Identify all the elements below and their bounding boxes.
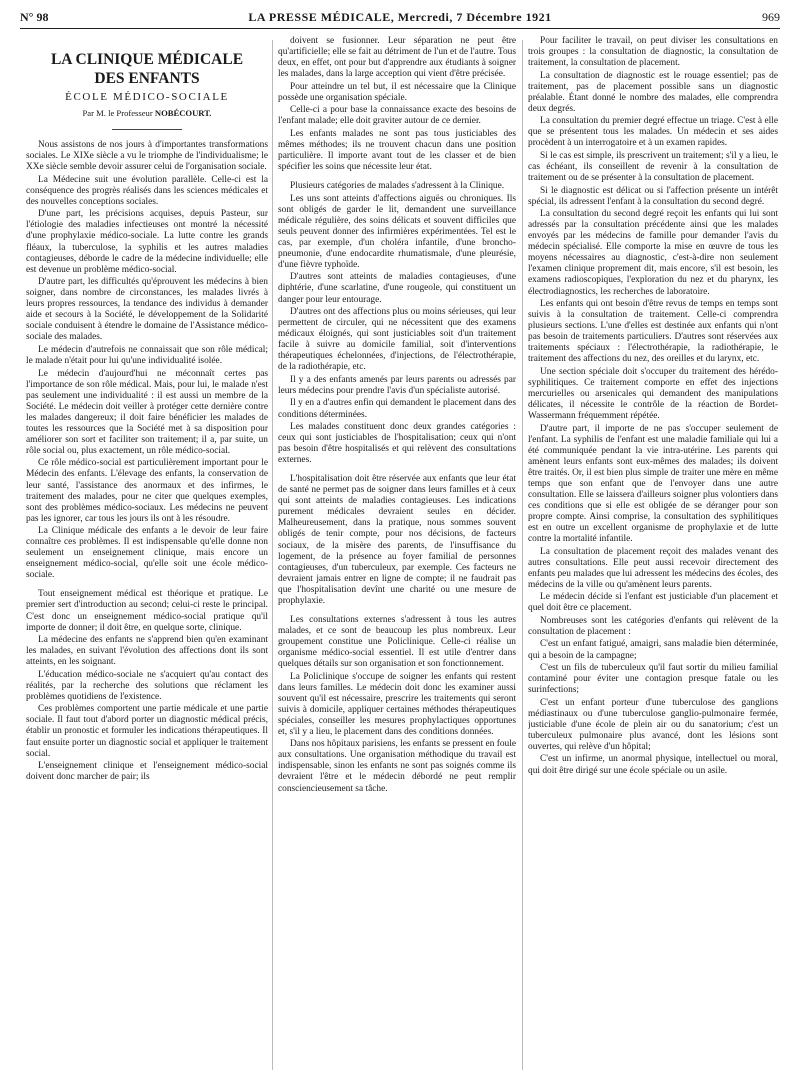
paragraph: La consultation de placement reçoit des malades venant des autres consultations. Elle peut aussi recevoir directement des enfants peu malades que lui adressent les médecins des écoles, des médecins de la ville ou qu'amènent leurs parents. — [528, 546, 778, 590]
article-title — [26, 50, 268, 88]
paragraph: D'autre part, les difficultés qu'éprouvent les médecins à bien soigner, dans nombre de circonstances, les malades livrés à leurs propres ressources, la tendance des individus à demander aide et secours à la Société, le développement de la Solidarité sociale conduisent à étendre le domaine de l'Assistance médico-sociale des malades. — [26, 277, 268, 343]
column-3-body — [528, 36, 778, 777]
issue-number: N° 98 — [20, 10, 49, 24]
byline-author: NOBÉCOURT. — [154, 108, 212, 119]
paragraph: Pour faciliter le travail, on peut diviser les consultations en trois groupes : la consultation de diagnostic, la consultation de traitement, la consultation de placement. — [528, 36, 778, 69]
paragraph: Plusieurs catégories de malades s'adressent à la Clinique. — [290, 181, 505, 192]
paragraph: D'une part, les précisions acquises, depuis Pasteur, sur l'étiologie des maladies infectieuses ont montré la nécessité d'une prophylaxie médico-sociale. La lutte contre les grands fléaux, la tuberculose, la syphilis et les autres maladies contagieuses, déborde le cadre de la médecine individuelle; elle est devenue un problème médico-social. — [26, 209, 268, 275]
header-rule — [20, 28, 780, 29]
paragraph: Si le diagnostic est délicat ou si l'affection présente un intérêt spécial, ils adressent l'enfant à la consultation du second degré. — [528, 185, 778, 207]
paragraph: D'autre part, il importe de ne pas s'occuper seulement de l'enfant. La syphilis de l'enfant est une maladie familiale qui lui a été communiquée pendant la vie intra-utérine. Les parents qui amènent leurs enfants sont eux-mêmes des malades; ils doivent être traités. Or, il est bien plus simple de traiter une mère en même temps que son enfant que de l'envoyer dans une autre consultation. Elle se laissera d'ailleurs soigner plus volontiers dans ces conditions que si elle est obligée de se déranger pour son propre compte. Ainsi comprise, la consultation des syphilitiques est en outre un excellent organisme de prophylaxie et de lutte contre la mortalité infantile. — [528, 423, 778, 545]
page-header — [20, 8, 780, 26]
title-rule — [112, 129, 182, 130]
column-1-body — [26, 140, 268, 783]
paragraph: Le médecin d'aujourd'hui ne méconnaît certes pas l'importance de son rôle médical. Mais, pour lui, le malade n'est pas seulement une individualité : il est aussi un membre de la Société. Le médecin doit veiller à protéger cette dernière contre les malades dangereux; il doit faire bénéficier les malades de toutes les ressources que la Société met à sa disposition pour améliorer son sort et faciliter son traitement; il a, par suite, un rôle social ou, plus exactement, un rôle médico-social. — [26, 368, 268, 456]
paragraph: La consultation du premier degré effectue un triage. C'est à elle que se présentent tous les malades. Un médecin et ses aides procèdent à un interrogatoire et à un examen rapides. — [528, 116, 778, 149]
column-2-body — [278, 36, 516, 795]
paragraph: L'hospitalisation doit être réservée aux enfants que leur état de santé ne permet pas de soigner dans leurs familles et à ceux qui sont atteints de maladies contagieuses. Les indications purement médicales devraient seules en décider. Malheureusement, dans la pratique, nous sommes souvent obligés de tenir compte, pour nos décisions, de facteurs sociaux, de la misère des parents, de l'insuffisance du logement, de la présence au foyer familial de personnes contagieuses, d'un tuberculeux, par exemple. Ces facteurs ne devraient jamais entrer en ligne de compte; il ne faudrait pas que l'hospitalisation devînt une charité ou une mesure de prophylaxie. — [278, 474, 516, 606]
paragraph: La Médecine suit une évolution parallèle. Celle-ci est la conséquence des progrès réalisés dans les sciences médicales et des nouvelles conceptions sociales. — [26, 174, 268, 207]
paragraph: Le médecin décide si l'enfant est justiciable d'un placement et quel doit être ce placement. — [528, 592, 778, 614]
journal-title: LA PRESSE MÉDICALE, Mercredi, 7 Décembre 1921 — [248, 10, 552, 24]
paragraph: La Clinique médicale des enfants a le devoir de leur faire connaître ces problèmes. Il est indispensable qu'elle donne non seulement un enseignement clinique, mais encore un enseignement médico-social, qu'elle soit une école médico-sociale. — [26, 526, 268, 581]
paragraph: Tout enseignement médical est théorique et pratique. Le premier sert d'introduction au second; celui-ci reste le principal. C'est donc un enseignement médico-social pratique qu'il importe de donner; il doit être, en quelque sorte, clinique. — [26, 589, 268, 633]
column-divider — [272, 40, 273, 1070]
paragraph: C'est un enfant porteur d'une tuberculose des ganglions médiastinaux ou d'une tuberculose ganglio-pulmonaire fermée, justiciable d'une école de plein air ou du sanatorium; c'est un tuberculeux pulmonaire plus avancé, dont les lésions sont ouvertes, qui relève d'un hôpital; — [528, 697, 778, 752]
column-1 — [26, 36, 268, 1076]
byline — [26, 108, 268, 119]
paragraph: L'éducation médico-sociale ne s'acquiert qu'au contact des réalités, par la recherche des solutions que réclament les problèmes quotidiens de l'existence. — [26, 669, 268, 702]
paragraph: La consultation de diagnostic est le rouage essentiel; pas de traitement, pas de placement possible sans un diagnostic préalable. Étant donné le nombre des malades, elle comprendra deux degrés. — [528, 70, 778, 114]
paragraph: doivent se fusionner. Leur séparation ne peut être qu'artificielle; elle se fait au détriment de l'un et de l'autre. Tous deux, en effet, ont pour but d'apprendre aux étudiants à soigner les malades, dans la large acception qui vient d'être précisée. — [278, 36, 516, 80]
paragraph: Les enfants qui ont besoin d'être revus de temps en temps sont suivis à la consultation de traitement. Celle-ci comprendra plusieurs sections. L'une d'elles est destinée aux enfants qui n'ont pas besoin de traitements particuliers. D'autres sont réservées aux traitements spéciaux : l'électrothérapie, la radiothérapie, le traitement des affections du nez, des oreilles et du larynx, etc. — [528, 299, 778, 365]
article-subtitle: ÉCOLE MÉDICO-SOCIALE — [65, 91, 229, 103]
paragraph: Les uns sont atteints d'affections aiguës ou chroniques. Ils sont obligés de garder le lit, demandent une surveillance médicale régulière, des soins délicats et souvent difficiles que seuls peuvent donner des infirmières expérimentées. Tel est le cas, par exemple, d'un choléra infantile, d'une broncho-pneumonie, d'une endocardite rhumatismale, d'une pleurésie, d'une fièvre typhoïde. — [278, 193, 516, 270]
paragraph: C'est un fils de tuberculeux qu'il faut sortir du milieu familial contaminé pour éviter une contagion presque fatale ou les surinfections; — [528, 663, 778, 696]
paragraph: Dans nos hôpitaux parisiens, les enfants se pressent en foule aux consultations. Une organisation méthodique du travail est indispensable, sinon les enfants ne sont pas soignés comme ils devraient l'être et le médecin débordé ne peut remplir consciencieusement sa tâche. — [278, 739, 516, 794]
paragraph: L'enseignement clinique et l'enseignement médico-social doivent donc marcher de pair; ils — [26, 761, 268, 783]
paragraph: Nombreuses sont les catégories d'enfants qui relèvent de la consultation de placement : — [528, 615, 778, 637]
paragraph: C'est un enfant fatigué, amaigri, sans maladie bien déterminée, qui a besoin de la campagne; — [528, 639, 778, 661]
paragraph: D'autres sont atteints de maladies contagieuses, d'une diphtérie, d'une scarlatine, d'une rougeole, qui constituent un danger pour leur entourage. — [278, 272, 516, 305]
column-3 — [528, 36, 778, 1076]
page-number: 969 — [762, 10, 780, 24]
paragraph: Ces problèmes comportent une partie médicale et une partie sociale. Il faut tout d'abord porter un diagnostic médical précis, établir un pronostic et formuler les indications thérapeutiques. Il faut ensuite porter un diagnostic social et appliquer le traitement social. — [26, 704, 268, 759]
column-divider — [522, 40, 523, 1070]
paragraph: Les malades constituent donc deux grandes catégories : ceux qui sont justiciables de l'hospitalisation; ceux qui n'ont pas besoin d'être hospitalisés et qui relèvent des consultations externes. — [278, 422, 516, 466]
byline-prefix: Par M. le Professeur — [82, 108, 153, 119]
paragraph: La consultation du second degré reçoit les enfants qui lui sont adressés par la consultation précédente ainsi que les malades envoyés par les médecins de famille pour demander l'avis du médecin spécialisé. Elle comporte la mise en œuvre de tous les moyens nécessaires au diagnostic, c'est-à-dire non seulement l'examen clinique proprement dit, mais encore, s'il est besoin, les examens radioscopiques, l'exploration du nez et du pharynx, les électrodiagnostics, les recherches de laboratoire. — [528, 209, 778, 297]
paragraph: D'autres ont des affections plus ou moins sérieuses, qui leur permettent de circuler, qui ne nécessitent que des examens médicaux éloignés, qui sont justiciables soit d'un traitement facile à suivre au domicile familial, soit d'interventions thérapeutiques échelonnées, d'injections, de l'électrothérapie, de la radiothérapie, etc. — [278, 307, 516, 373]
paragraph: Si le cas est simple, ils prescrivent un traitement; s'il y a lieu, le cas échéant, ils conseillent de revenir à la consultation de traitement ou de se présenter à la consultation de placement. — [528, 150, 778, 184]
paragraph: C'est un infirme, un anormal physique, intellectuel ou moral, qui doit être dirigé sur une école spéciale ou un asile. — [528, 754, 778, 776]
paragraph: Ce rôle médico-social est particulièrement important pour le Médecin des enfants. L'élevage des enfants, la conservation de leur santé, l'assistance des anormaux et des infirmes, le traitement des malades, pour ne citer que quelques exemples, sont des problèmes médico-sociaux. Les médecins ne peuvent pas les ignorer, car tous les jours ils ont à les résoudre. — [26, 458, 268, 524]
article-title-line: LA CLINIQUE MÉDICALE — [50, 51, 244, 68]
article-title-line: DES ENFANTS — [94, 70, 200, 87]
column-2 — [278, 36, 516, 1076]
paragraph: Le médecin d'autrefois ne connaissait que son rôle médical; le malade n'était pour lui qu'une individualité isolée. — [26, 344, 268, 366]
paragraph: Les enfants malades ne sont pas tous justiciables des mêmes méthodes; ils ne trouvent chacun dans une position particulière. Il importe avant tout de les classer et de bien spécifier les soins que nécessite leur état. — [278, 128, 516, 173]
paragraph: La médecine des enfants ne s'apprend bien qu'en examinant les malades, en suivant l'évolution des affections dont ils sont atteints, en les soignant. — [26, 635, 268, 668]
paragraph: Il y en a d'autres enfin qui demandent le placement dans des conditions déterminées. — [278, 398, 516, 420]
paragraph: Pour atteindre un tel but, il est nécessaire que la Clinique possède une organisation spéciale. — [278, 81, 516, 103]
paragraph: Il y a des enfants amenés par leurs parents ou adressés par leurs médecins pour prendre l'avis d'un spécialiste autorisé. — [278, 374, 516, 396]
paragraph: La Policlinique s'occupe de soigner les enfants qui restent dans leurs familles. Le médecin doit donc les examiner aussi souvent qu'il est nécessaire, prescrire les traitements qui seront suivis à domicile, appliquer certaines méthodes thérapeutiques spéciales, conseiller les mesures prophylactiques opportunes et, s'il y a lieu, le placement dans des conditions données. — [278, 671, 516, 737]
paragraph: Nous assistons de nos jours à d'importantes transformations sociales. Le XIXe siècle a vu le triomphe de l'individualisme; le XXe siècle semble devoir assurer celui de l'organisation sociale. — [26, 140, 268, 173]
paragraph: Celle-ci a pour base la connaissance exacte des besoins de l'enfant malade; elle doit graviter autour de ce dernier. — [278, 105, 516, 127]
paragraph: Les consultations externes s'adressent à tous les autres malades, et ce sont de beaucoup les plus nombreux. Leur groupement constitue une Policlinique. Celle-ci réalise un organisme médico-social essentiel. Il est utile d'entrer dans quelques détails sur son organisation et son fonctionnement. — [278, 614, 516, 669]
paragraph: Une section spéciale doit s'occuper du traitement des hérédo-syphilitiques. Ce traitement comporte en effet des injections mercurielles ou arsenicales qui demandent des manipulations délicates, il nécessite le contrôle de la réaction de Bordet-Wassermann fréquemment répétée. — [528, 366, 778, 422]
